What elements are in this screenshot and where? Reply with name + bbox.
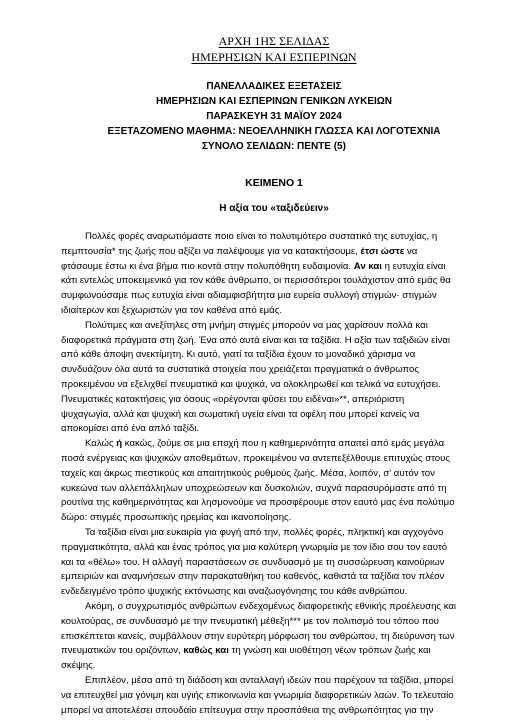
paragraph-line: μπορεί να αποτελέσει σπουδαίο επίτευγμα στην προσπάθεια της ανθρωπότητας για την bbox=[61, 704, 434, 716]
paragraph-line: πνευματικών του οριζόντων, καθώς και τη γνώση και υιοθέτηση νέων τρόπων ζωής και bbox=[61, 645, 431, 657]
paragraph-5 bbox=[61, 600, 487, 674]
paragraph-line: από κάθε άποψη ανεκτίμητη. Κι αυτό, γιατί τα ταξίδια έχουν το μοναδικό χάρισμα να bbox=[61, 349, 416, 361]
paragraph-line: Τα ταξίδια είναι μια ευκαιρία για φυγή από την, πολλές φορές, πληκτική και αγχογόνο bbox=[85, 526, 444, 538]
exam-line-4: ΕΞΕΤΑΖΟΜΕΝΟ ΜΑΘΗΜΑ: ΝΕΟΕΛΛΗΝΙΚΗ ΓΛΩΣΣΑ ΚΑΙ ΛΟΓΟΤΕΧΝΙΑ bbox=[107, 126, 441, 137]
paragraph-line: ιδιαίτερων και ξεχωριστών για τον καθένα από εμάς. bbox=[61, 304, 282, 316]
paragraph-2 bbox=[61, 319, 487, 437]
paragraph-line: Επιπλέον, μέσα από τη διάδοση και ανταλλαγή ιδεών που παρέχουν τα ταξίδια, μπορεί bbox=[85, 674, 454, 686]
paragraph-line: διαφορετικά πράγματα στη ζωή. Ένα από αυτά είναι και τα ταξίδια. Η αξία των ταξιδιών είναι bbox=[61, 334, 451, 346]
paragraph-line: Ακόμη, ο συγχρωτισμός ανθρώπων ενδεχομένως διαφορετικής εθνικής προέλευσης και bbox=[85, 600, 457, 612]
paragraph-line: σκέψης. bbox=[61, 660, 96, 672]
bold-connective: έτσι ώστε bbox=[360, 245, 405, 257]
exam-info-block bbox=[61, 79, 487, 154]
paragraph-line: να επιτευχθεί μια γόνιμη και υγιής επικοινωνία και γνωριμία διαφορετικών λαών. Το τελευταίο bbox=[61, 689, 454, 701]
paragraph-line: ποσά ενέργειας και ψυχικών αποθεμάτων, προκειμένου να αντεπεξέλθουμε επιτυχώς στους bbox=[61, 452, 450, 464]
paragraph-line: Πολλές φορές αναρωτιόμαστε ποιο είναι το πολυτιμότερο συστατικό της ευτυχίας, η bbox=[85, 231, 438, 242]
paragraph-line: αποκομίσει από ένα απλό ταξίδι. bbox=[61, 423, 200, 435]
paragraph-line: πραγματικότητα, αλλά και ένας τρόπος για μια καλύτερη γνωριμία με τον ίδιο σου τον εαυτό bbox=[61, 541, 448, 553]
paragraph-4 bbox=[61, 526, 487, 600]
paragraph-line: και τα «θέλω» του. Η αλλαγή παραστάσεων σε συνδυασμό με τη συσσώρευση καινούριων bbox=[61, 556, 445, 568]
paragraph-line: ενδεδειγμένο τρόπο ψυχικής εκτόνωσης και αναζωογόνησης του κάθε ανθρώπου. bbox=[61, 586, 408, 598]
paragraph-3 bbox=[61, 437, 487, 526]
exam-line-1: ΠΑΝΕΛΛΑΔΙΚΕΣ ΕΞΕΤΑΣΕΙΣ bbox=[206, 81, 342, 92]
exam-line-2: ΗΜΕΡΗΣΙΩΝ ΚΑΙ ΕΣΠΕΡΙΝΩΝ ΓΕΝΙΚΩΝ ΛΥΚΕΙΩΝ bbox=[155, 96, 393, 107]
paragraph-6 bbox=[61, 674, 487, 718]
paragraph-line: επισκέπτεται κανείς, συμβάλλουν στην ευρύτερη μόρφωση του ανθρώπου, τη διεύρυνση των bbox=[61, 630, 455, 642]
paragraph-line: ρουτίνα της καθημερινότητας και λησμονούμε να προσφέρουμε στον εαυτό μας ένα πολύτιμο bbox=[61, 497, 455, 509]
paragraph-line: φτάσουμε έστω κι ένα βήμα πιο κοντά στην πολυπόθητη ευδαιμονία. Αν και η ευτυχία είναι bbox=[61, 260, 446, 272]
paragraph-line: κουλτούρας, σε συνδυασμό με την πνευματική μέθεξη*** με τον πολιτισμό του τόπου που bbox=[61, 615, 439, 627]
page-start-heading: ΑΡΧΗ 1ΗΣ ΣΕΛΙΔΑΣ bbox=[218, 34, 330, 48]
body-text bbox=[61, 230, 487, 718]
paragraph-line: συμφωνούσαμε πως ευτυχία είναι αδιαμφισβήτητα μια ευρεία συλλογή στιγμών· στιγμών bbox=[61, 290, 437, 302]
paragraph-line: ταχείς και άκρως πιεστικούς και απαιτητικούς ρυθμούς ζωής. Μέσα, λοιπόν, σ' αυτόν τον bbox=[61, 467, 435, 479]
paragraph-line: πεμπτουσία* της ζωής που αξίζει να παλέψουμε για να κατακτήσουμε, έτσι ώστε να bbox=[61, 245, 418, 257]
paragraph-line: προκειμένου να εξελιχθεί πνευματικά και ψυχικά, να ολοκληρωθεί και τελικά να ευτυχήσει. bbox=[61, 378, 441, 390]
paragraph-line: εμπειριών και αναμνήσεων στην παρακαταθήκη του καθενός, καθιστά τα ταξίδια τον πλέον bbox=[61, 571, 445, 583]
text-title: Η αξία του «ταξιδεύειν» bbox=[219, 203, 329, 214]
paragraph-line: κάτι εντελώς υποκειμενικό για τον κάθε άνθρωπο, οι περισσότεροι τουλάχιστον από εμάς θα bbox=[61, 275, 451, 287]
paragraph-line: συνδυάζουν όλα αυτά τα συστατικά στοιχεία που χρειάζεται πραγματικά ο άνθρωπος bbox=[61, 364, 419, 376]
bold-connective: Αν και bbox=[353, 260, 382, 272]
paragraph-line: δώρο: στιγμές προσωπικής ηρεμίας και ικανοποίησης. bbox=[61, 512, 292, 524]
text-label: ΚΕΙΜΕΝΟ 1 bbox=[245, 177, 303, 189]
paragraph-line: κυκεώνα των αλλεπάλληλων υποχρεώσεων και δυσκολιών, συχνά παρασυρόμαστε από τη bbox=[61, 482, 447, 494]
exam-line-5: ΣΥΝΟΛΟ ΣΕΛΙΔΩΝ: ΠΕΝΤΕ (5) bbox=[202, 141, 346, 152]
exam-line-3: ΠΑΡΑΣΚΕΥΗ 31 ΜΑΪΟΥ 2024 bbox=[206, 111, 342, 122]
paragraph-line: Καλώς ή κακώς, ζούμε σε μια εποχή που η καθημερινότητα απαιτεί από εμάς μεγάλα bbox=[85, 438, 445, 450]
bold-connective: καθώς και bbox=[183, 645, 229, 657]
paragraph-line: Πολύτιμες και ανεξίτηλες στη μνήμη στιγμές μπορούν να μας χαρίσουν πολλά και bbox=[85, 319, 428, 331]
paragraph-line: Πνευματικές κατακτήσεις για όσους «ορέγονται φύσει του ειδέναι»**, απεριόριστη bbox=[61, 393, 405, 405]
paragraph-1 bbox=[61, 230, 487, 319]
paragraph-line: ψυχαγωγία, αλλά και ψυχική και σωματική υγεία είναι τα οφέλη που μπορεί κανείς να bbox=[61, 408, 420, 420]
bold-connective: ή bbox=[116, 438, 123, 450]
schools-heading: ΗΜΕΡΗΣΙΩΝ ΚΑΙ ΕΣΠΕΡΙΝΩΝ bbox=[191, 50, 357, 64]
